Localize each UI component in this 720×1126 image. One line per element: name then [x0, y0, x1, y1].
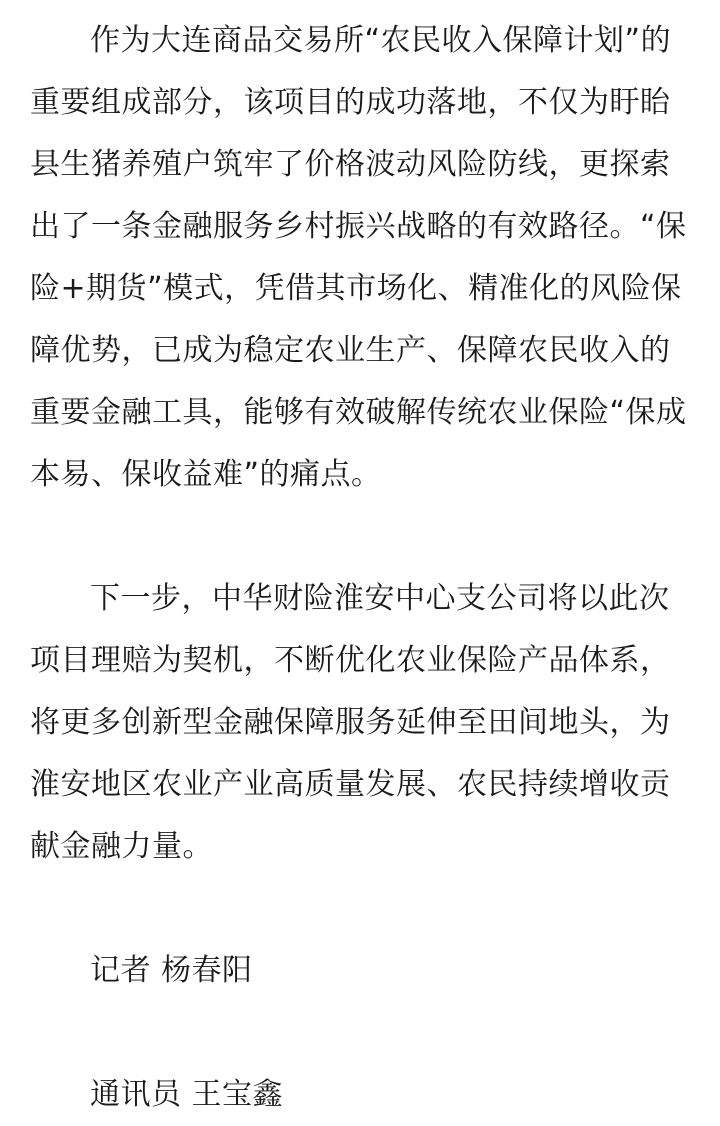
paragraph-line: 本易、保收益难”的痛点。 — [30, 457, 382, 492]
paragraph-line: 重要组成部分，该项目的成功落地，不仅为盱眙 — [30, 85, 671, 120]
paragraph-line: 险+期货”模式，凭借其市场化、精准化的风险保 — [30, 271, 682, 306]
paragraph-line: 献金融力量。 — [30, 829, 213, 864]
paragraph-spacer — [30, 878, 690, 940]
paragraph-line: 障优势，已成为稳定农业生产、保障农民收入的 — [30, 333, 671, 368]
byline-reporter: 记者 杨春阳 — [90, 953, 253, 988]
paragraph-line: 下一步，中华财险淮安中心支公司将以此次 — [90, 581, 670, 616]
byline-correspondent: 通讯员 王宝鑫 — [90, 1077, 284, 1112]
paragraph-line: 重要金融工具，能够有效破解传统农业保险“保成 — [30, 395, 687, 430]
paragraph-line: 出了一条金融服务乡村振兴战略的有效路径。“保 — [30, 209, 687, 244]
paragraph-line: 淮安地区农业产业高质量发展、农民持续增收贡 — [30, 767, 671, 802]
paragraph-spacer — [30, 1002, 690, 1064]
paragraph-line: 县生猪养殖户筑牢了价格波动风险防线，更探索 — [30, 147, 671, 182]
paragraph-line: 作为大连商品交易所“农民收入保障计划”的 — [90, 23, 672, 58]
paragraph-line: 将更多创新型金融保障服务延伸至田间地头，为 — [30, 705, 671, 740]
paragraph-line: 项目理赔为契机，不断优化农业保险产品体系， — [30, 643, 671, 678]
paragraph-2 — [30, 568, 690, 878]
paragraph-spacer — [30, 506, 690, 568]
paragraph-1 — [30, 10, 690, 506]
